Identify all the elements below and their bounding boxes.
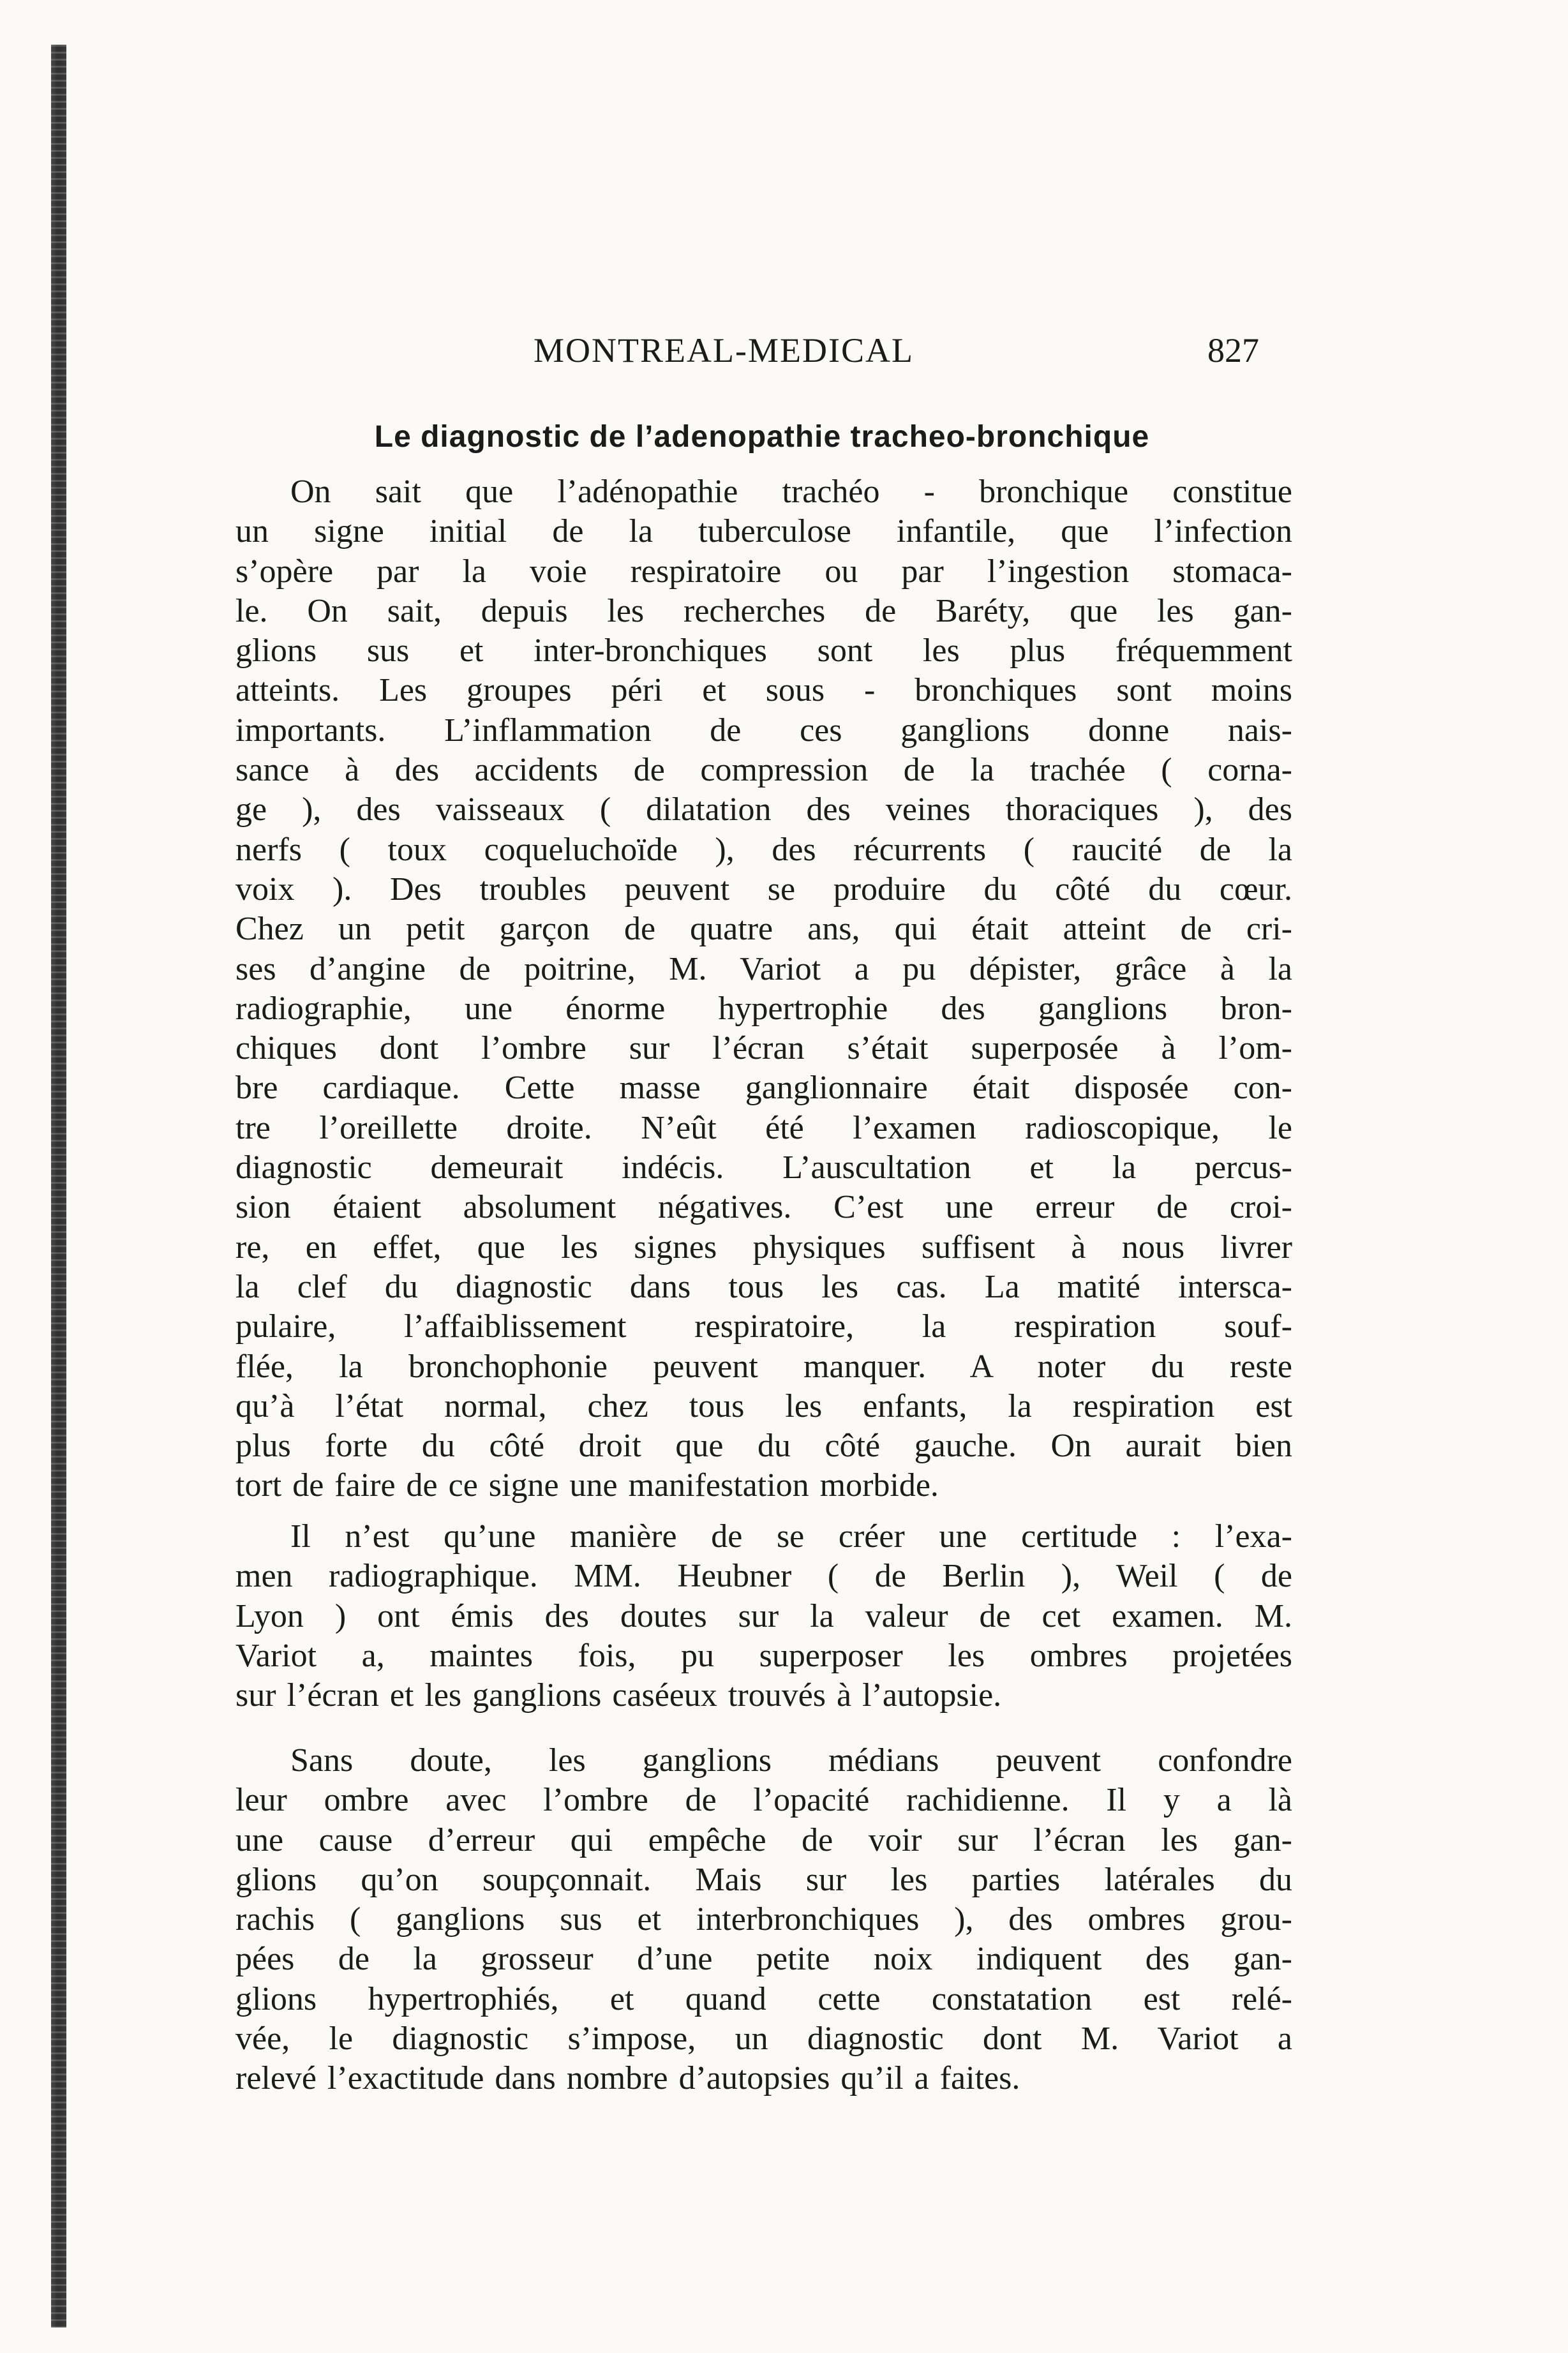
text-line: Chez un petit garçon de quatre ans, qui était atteint de cri- xyxy=(235,911,1292,948)
text-line: Lyon ) ont émis des doutes sur la valeur de cet examen. M. xyxy=(235,1597,1292,1634)
text-line: tort de faire de ce signe une manifestation morbide. xyxy=(235,1467,939,1504)
text-line: pulaire, l’affaiblissement respiratoire, la respiration souf- xyxy=(235,1308,1292,1345)
text-line: ses d’angine de poitrine, M. Variot a pu dépister, grâce à la xyxy=(235,950,1292,987)
text-line: tre l’oreillette droite. N’eût été l’examen radioscopique, le xyxy=(235,1109,1292,1146)
text-line: Sans doute, les ganglions médians peuvent confondre xyxy=(290,1742,1292,1779)
binding-edge xyxy=(51,45,66,2327)
text-line: plus forte du côté droit que du côté gauche. On aurait bien xyxy=(235,1428,1292,1465)
text-line: re, en effet, que les signes physiques suffisent à nous livrer xyxy=(235,1229,1292,1266)
text-line: leur ombre avec l’ombre de l’opacité rachidienne. Il y a là xyxy=(235,1782,1292,1819)
text-line: sion étaient absolument négatives. C’est une erreur de croi- xyxy=(235,1189,1292,1226)
page-number: 827 xyxy=(1207,331,1259,370)
article-title: Le diagnostic de l’adenopathie tracheo-bronchique xyxy=(374,420,1150,454)
paragraph xyxy=(235,1741,1292,2099)
text-line: la clef du diagnostic dans tous les cas. La matité intersca- xyxy=(235,1268,1292,1305)
text-line: bre cardiaque. Cette masse ganglionnaire était disposée con- xyxy=(235,1070,1292,1107)
paragraph xyxy=(235,1517,1292,1715)
text-line: s’opère par la voie respiratoire ou par l’ingestion stomaca- xyxy=(235,553,1292,590)
text-line: Variot a, maintes fois, pu superposer les ombres projetées xyxy=(235,1637,1292,1674)
text-line: radiographie, une énorme hypertrophie des ganglions bron- xyxy=(235,990,1292,1027)
text-line: un signe initial de la tuberculose infantile, que l’infection xyxy=(235,513,1292,550)
text-line: sur l’écran et les ganglions caséeux trouvés à l’autopsie. xyxy=(235,1677,1002,1714)
text-line: diagnostic demeurait indécis. L’auscultation et la percus- xyxy=(235,1149,1292,1186)
text-line: relevé l’exactitude dans nombre d’autopsies qu’il a faites. xyxy=(235,2060,1020,2097)
text-line: voix ). Des troubles peuvent se produire du côté du cœur. xyxy=(235,870,1292,908)
text-line: pées de la grosseur d’une petite noix indiquent des gan- xyxy=(235,1941,1292,1978)
text-line: vée, le diagnostic s’impose, un diagnostic dont M. Variot a xyxy=(235,2021,1292,2058)
text-line: nerfs ( toux coqueluchoïde ), des récurrents ( raucité de la xyxy=(235,831,1292,868)
text-line: flée, la bronchophonie peuvent manquer. A noter du reste xyxy=(235,1348,1292,1385)
text-line: glions hypertrophiés, et quand cette constatation est relé- xyxy=(235,1980,1292,2017)
text-line: ge ), des vaisseaux ( dilatation des veines thoraciques ), des xyxy=(235,791,1292,828)
text-line: qu’à l’état normal, chez tous les enfants, la respiration est xyxy=(235,1387,1292,1424)
text-line: On sait que l’adénopathie trachéo - bronchique constitue xyxy=(290,474,1292,510)
text-line: Il n’est qu’une manière de se créer une certitude : l’exa- xyxy=(290,1518,1292,1555)
text-line: importants. L’inflammation de ces ganglions donne nais- xyxy=(235,712,1292,749)
text-line: le. On sait, depuis les recherches de Baréty, que les gan- xyxy=(235,592,1292,629)
text-line: sance à des accidents de compression de la trachée ( corna- xyxy=(235,752,1292,789)
text-line: rachis ( ganglions sus et interbronchiques ), des ombres grou- xyxy=(235,1901,1292,1938)
paragraph xyxy=(235,472,1292,1506)
text-line: men radiographique. MM. Heubner ( de Berlin ), Weil ( de xyxy=(235,1558,1292,1595)
text-line: une cause d’erreur qui empêche de voir sur l’écran les gan- xyxy=(235,1821,1292,1858)
running-title: MONTREAL-MEDICAL xyxy=(534,331,914,370)
text-line: atteints. Les groupes péri et sous - bronchiques sont moins xyxy=(235,672,1292,709)
text-line: glions sus et inter-bronchiques sont les plus fréquemment xyxy=(235,632,1292,669)
text-line: glions qu’on soupçonnait. Mais sur les parties latérales du xyxy=(235,1861,1292,1898)
text-line: chiques dont l’ombre sur l’écran s’était superposée à l’om- xyxy=(235,1030,1292,1067)
